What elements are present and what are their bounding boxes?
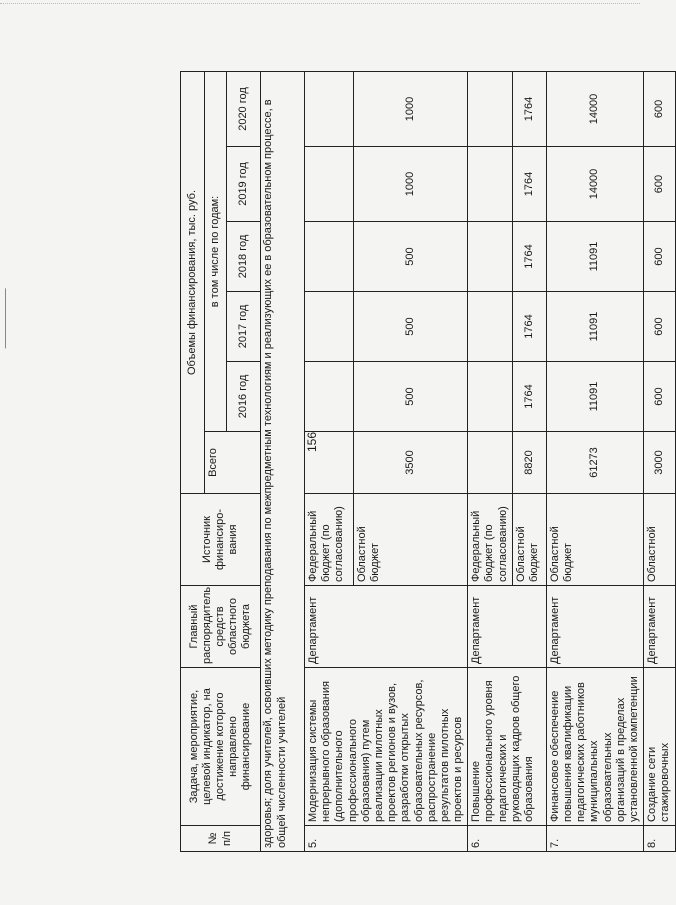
row-number: 6. — [468, 826, 547, 852]
row-source: Областной — [644, 494, 675, 586]
row-source: Областной бюджет — [353, 494, 467, 586]
scan-stroke-artifact — [5, 288, 16, 352]
header-task: Задача, мероприятие, целевой индикатор, на достижение которого направлено финансирование — [181, 668, 261, 826]
row-task: Повышение профессионального уровня педагогических и руководящих кадров общего образования — [468, 668, 547, 826]
rotated-table-container — [180, 72, 672, 852]
row-source: Областной бюджет — [512, 494, 546, 586]
cell-total: 3500 — [353, 432, 467, 494]
cell-value: 11091 — [546, 222, 643, 292]
scan-edge-artifact — [0, 3, 640, 8]
header-num: № п/п — [181, 826, 261, 852]
cell-value: 600 — [644, 71, 675, 146]
row-distributor: Департамент — [546, 586, 643, 668]
header-year: 2020 год — [227, 71, 261, 146]
cell-total: 8820 — [512, 432, 546, 494]
cell-value: 600 — [644, 222, 675, 292]
row-distributor: Департамент — [305, 586, 468, 668]
cell-value: 500 — [353, 362, 467, 432]
cell-value: 500 — [353, 222, 467, 292]
row-distributor: Департамент — [468, 586, 547, 668]
cell-value: 11091 — [546, 362, 643, 432]
cell-value — [468, 292, 513, 362]
row-source: Федеральный бюджет (по согласованию) — [305, 494, 354, 586]
page-number: 156 — [305, 431, 319, 452]
cell-total — [305, 432, 354, 494]
header-source: Источник финансиро-вания — [181, 494, 261, 586]
cell-value: 1764 — [512, 362, 546, 432]
cell-value: 600 — [644, 362, 675, 432]
cell-value: 600 — [644, 292, 675, 362]
header-year: 2016 год — [227, 362, 261, 432]
row-task: Создание сети стажировочных — [644, 668, 675, 826]
section-row-text: здоровья; доля учителей, освоивших методику преподавания по межпредметным технологиям и реализующих ее в образовательном процессе, в общей численности учителей — [261, 71, 305, 851]
cell-total: 3000 — [644, 432, 675, 494]
cell-value: 500 — [353, 292, 467, 362]
row-number: 8. — [644, 826, 675, 852]
cell-value — [305, 147, 354, 222]
cell-value: 1000 — [353, 71, 467, 146]
cell-value: 1764 — [512, 71, 546, 146]
cell-total: 61273 — [546, 432, 643, 494]
header-distributor: Главный распорядитель средств областного бюджета — [181, 586, 261, 668]
row-distributor: Департамент — [644, 586, 675, 668]
cell-value: 14000 — [546, 71, 643, 146]
cell-value — [468, 222, 513, 292]
cell-value — [468, 362, 513, 432]
row-number: 5. — [305, 826, 468, 852]
cell-value — [305, 71, 354, 146]
header-total: Всего — [205, 432, 261, 494]
row-number: 7. — [546, 826, 643, 852]
cell-value: 1000 — [353, 147, 467, 222]
row-task: Финансовое обеспечение повышения квалификации педагогических работников муниципальных образовательных организаций в пределах установленной компетенции — [546, 668, 643, 826]
cell-value — [468, 147, 513, 222]
row-source: Областной бюджет — [546, 494, 643, 586]
cell-value — [305, 222, 354, 292]
header-by-years: в том числе по годам: — [205, 71, 227, 431]
cell-value: 1764 — [512, 147, 546, 222]
cell-value: 1764 — [512, 292, 546, 362]
financing-table — [180, 71, 676, 852]
row-source: Федеральный бюджет (по согласованию) — [468, 494, 513, 586]
cell-value — [305, 292, 354, 362]
cell-value: 14000 — [546, 147, 643, 222]
row-task: Модернизация системы непрерывного образования (дополнительного профессионального образования) путем реализации пилотных проектов регионов и вузов, разработки открытых образовательных ресурсов, распространение результатов пилотных проектов и ресурсов — [305, 668, 468, 826]
header-volumes: Объемы финансирования, тыс. руб. — [181, 71, 205, 493]
cell-total — [468, 432, 513, 494]
cell-value: 1764 — [512, 222, 546, 292]
header-year: 2017 год — [227, 292, 261, 362]
cell-value — [468, 71, 513, 146]
cell-value: 600 — [644, 147, 675, 222]
header-year: 2018 год — [227, 222, 261, 292]
cell-value — [305, 362, 354, 432]
cell-value: 11091 — [546, 292, 643, 362]
header-year: 2019 год — [227, 147, 261, 222]
